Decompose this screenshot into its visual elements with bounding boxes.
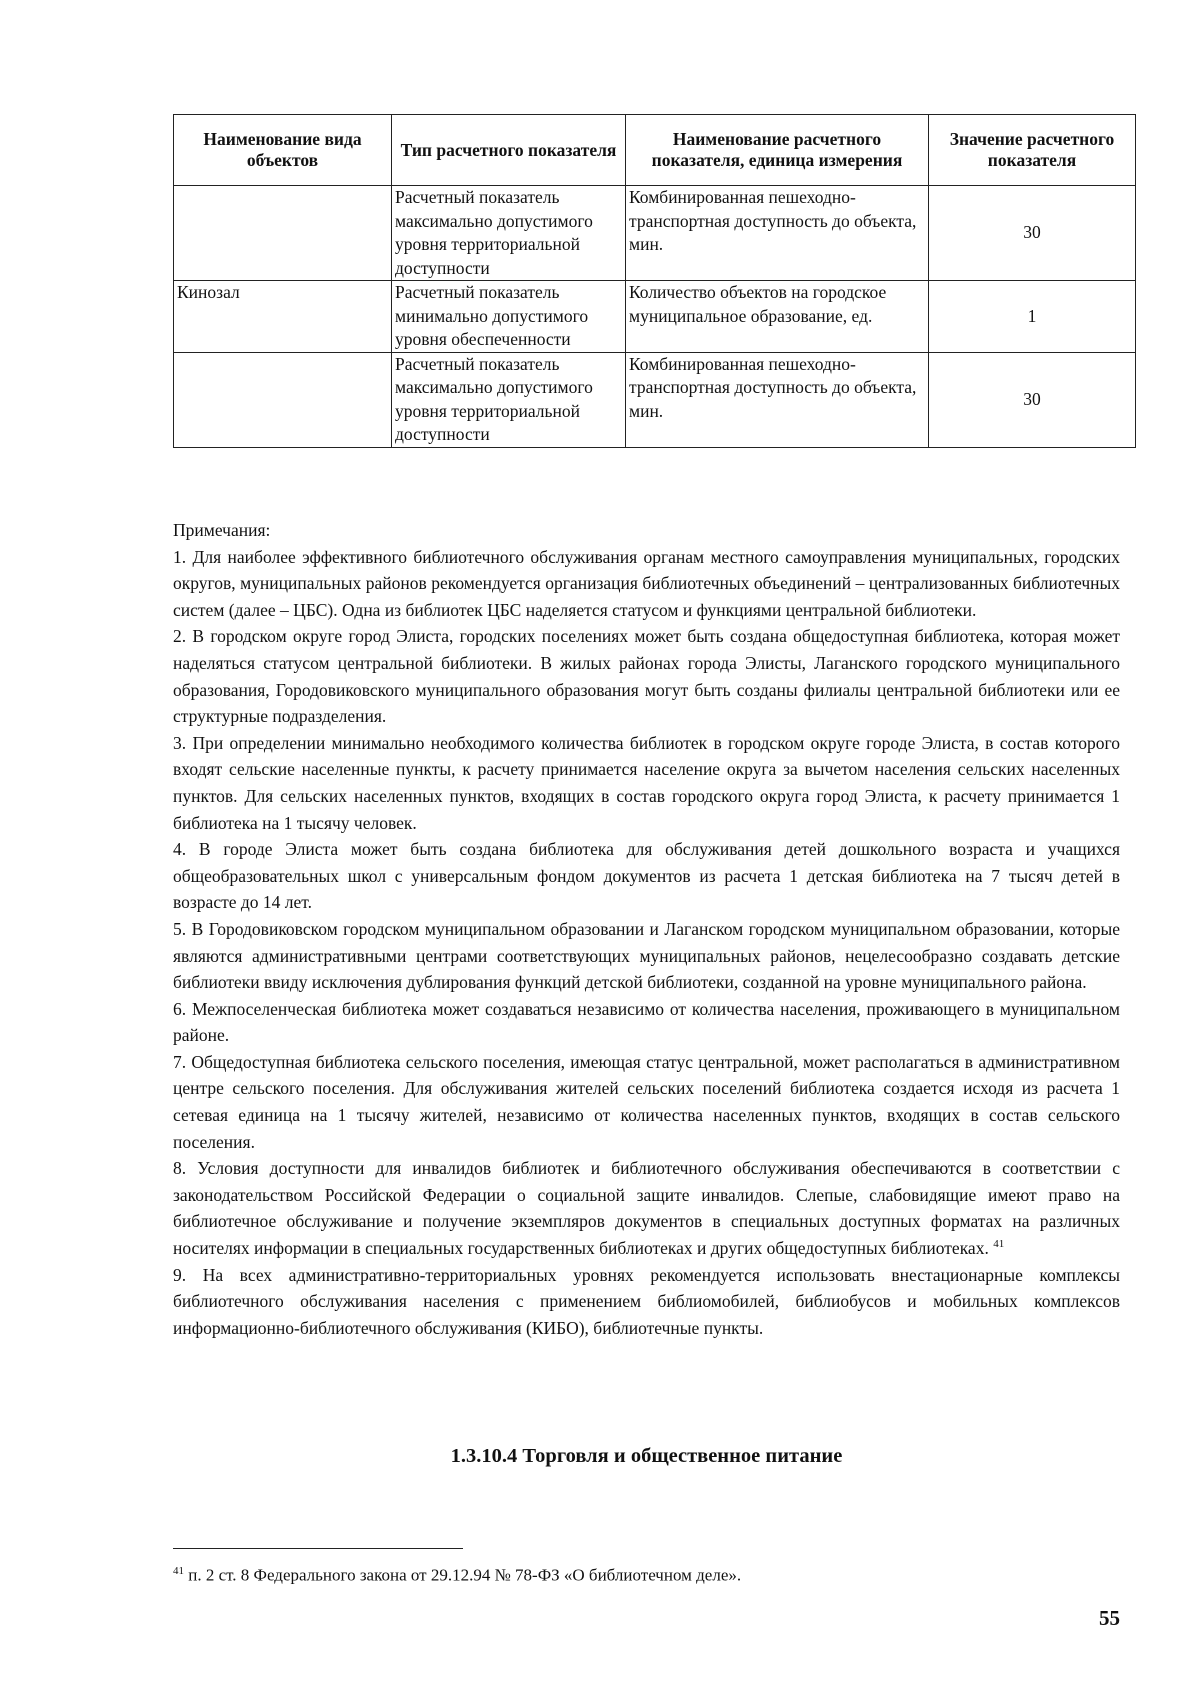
footnote-number: 41 — [173, 1565, 184, 1577]
cell-type: Расчетный показатель максимально допустимого уровня территориальной доступности — [392, 352, 626, 447]
header-object-type: Наименование вида объектов — [174, 115, 392, 186]
note-item: 7. Общедоступная библиотека сельского поселения, имеющая статус центральной, может располагаться в административном центре сельского поселения. Для обслуживания жителей сельских поселений библиотека создается исходя из расчета 1 сетевая единица на 1 тысячу жителей, независимо от количества населенных пунктов, входящих в состав сельского поселения. — [173, 1051, 1120, 1152]
section-heading: 1.3.10.4 Торговля и общественное питание — [450, 1445, 843, 1467]
header-indicator-type: Тип расчетного показателя — [392, 115, 626, 186]
cell-object — [174, 186, 392, 281]
cell-value: 30 — [929, 352, 1136, 447]
footnote-text: п. 2 ст. 8 Федерального закона от 29.12.94 № 78-ФЗ «О библиотечном деле». — [188, 1565, 742, 1585]
note-item — [173, 1155, 1120, 1261]
table-row — [174, 352, 1136, 447]
note-item: 2. В городском округе город Элиста, городских поселениях может быть создана общедоступная библиотека, которая может наделяться статусом центральной библиотеки. В жилых районах города Элисты, Лаганского городского муниципального образования, Городовиковского муниципального образования могут быть созданы филиалы центральной библиотеки или ее структурные подразделения. — [173, 626, 1120, 727]
cell-indicator: Комбинированная пешеходно-транспортная доступность до объекта, мин. — [626, 352, 929, 447]
notes-section — [173, 517, 1120, 1341]
note-item: 6. Межпоселенческая библиотека может создаваться независимо от количества населения, проживающего в муниципальном районе. — [173, 998, 1120, 1046]
cell-value: 30 — [929, 186, 1136, 281]
note-item: 9. На всех административно-территориальных уровнях рекомендуется использовать внестационарные комплексы библиотечного обслуживания населения с применением библиомобилей, библиобусов и мобильных комплексов информационно-библиотечного обслуживания (КИБО), библиотечные пункты. — [173, 1264, 1120, 1338]
table-row — [174, 186, 1136, 281]
cell-type: Расчетный показатель максимально допустимого уровня территориальной доступности — [392, 186, 626, 281]
note-item: 4. В городе Элиста может быть создана библиотека для обслуживания детей дошкольного возраста и учащихся общеобразовательных школ с универсальным фондом документов из расчета 1 детская библиотека на 7 тысяч детей в возрасте до 14 лет. — [173, 839, 1120, 913]
note-item: 5. В Городовиковском городском муниципальном образовании и Лаганском городском муниципальном образовании, которые являются административными центрами соответствующих муниципальных районов, нецелесообразно создавать детские библиотеки ввиду исключения дублирования функций детской библиотеки, созданной на уровне муниципального района. — [173, 918, 1120, 993]
cell-indicator: Количество объектов на городское муниципальное образование, ед. — [626, 281, 929, 353]
header-indicator-name: Наименование расчетного показателя, единица измерения — [626, 115, 929, 186]
cell-object — [174, 352, 392, 447]
header-indicator-value: Значение расчетного показателя — [929, 115, 1136, 186]
footnote-reference[interactable]: 41 — [993, 1238, 1005, 1251]
page-number: 55 — [1099, 1606, 1120, 1630]
table-row — [174, 281, 1136, 353]
cell-indicator: Комбинированная пешеходно-транспортная доступность до объекта, мин. — [626, 186, 929, 281]
cell-object: Кинозал — [174, 281, 392, 353]
table-header-row — [174, 115, 1136, 186]
notes-title: Примечания: — [173, 520, 271, 540]
footnote — [173, 1565, 1120, 1586]
note-item-text: 8. Условия доступности для инвалидов библиотек и библиотечного обслуживания обеспечиваются в соответствии с законодательством Российской Федерации о социальной защите инвалидов. Слепые, слабовидящие имеют право на библиотечное обслуживание и получение экземпляров документов в специальных доступных форматах на различных носителях информации в специальных государственных библиотеках и других общедоступных библиотеках. — [173, 1158, 1120, 1259]
footnote-divider — [173, 1548, 463, 1549]
cell-type: Расчетный показатель минимально допустимого уровня обеспеченности — [392, 281, 626, 353]
cell-value: 1 — [929, 281, 1136, 353]
note-item: 1. Для наиболее эффективного библиотечного обслуживания органам местного самоуправления муниципальных, городских округов, муниципальных районов рекомендуется организация библиотечных объединений – централизованных библиотечных систем (далее – ЦБС). Одна из библиотек ЦБС наделяется статусом и функциями центральной библиотеки. — [173, 546, 1120, 620]
note-item: 3. При определении минимально необходимого количества библиотек в городском округе городе Элиста, в состав которого входят сельские населенные пункты, к расчету принимается население округа за вычетом населения сельских населенных пунктов. Для сельских населенных пунктов, входящих в состав городского округа город Элиста, к расчету принимается 1 библиотека на 1 тысячу человек. — [173, 732, 1120, 833]
indicators-table — [173, 114, 1136, 448]
